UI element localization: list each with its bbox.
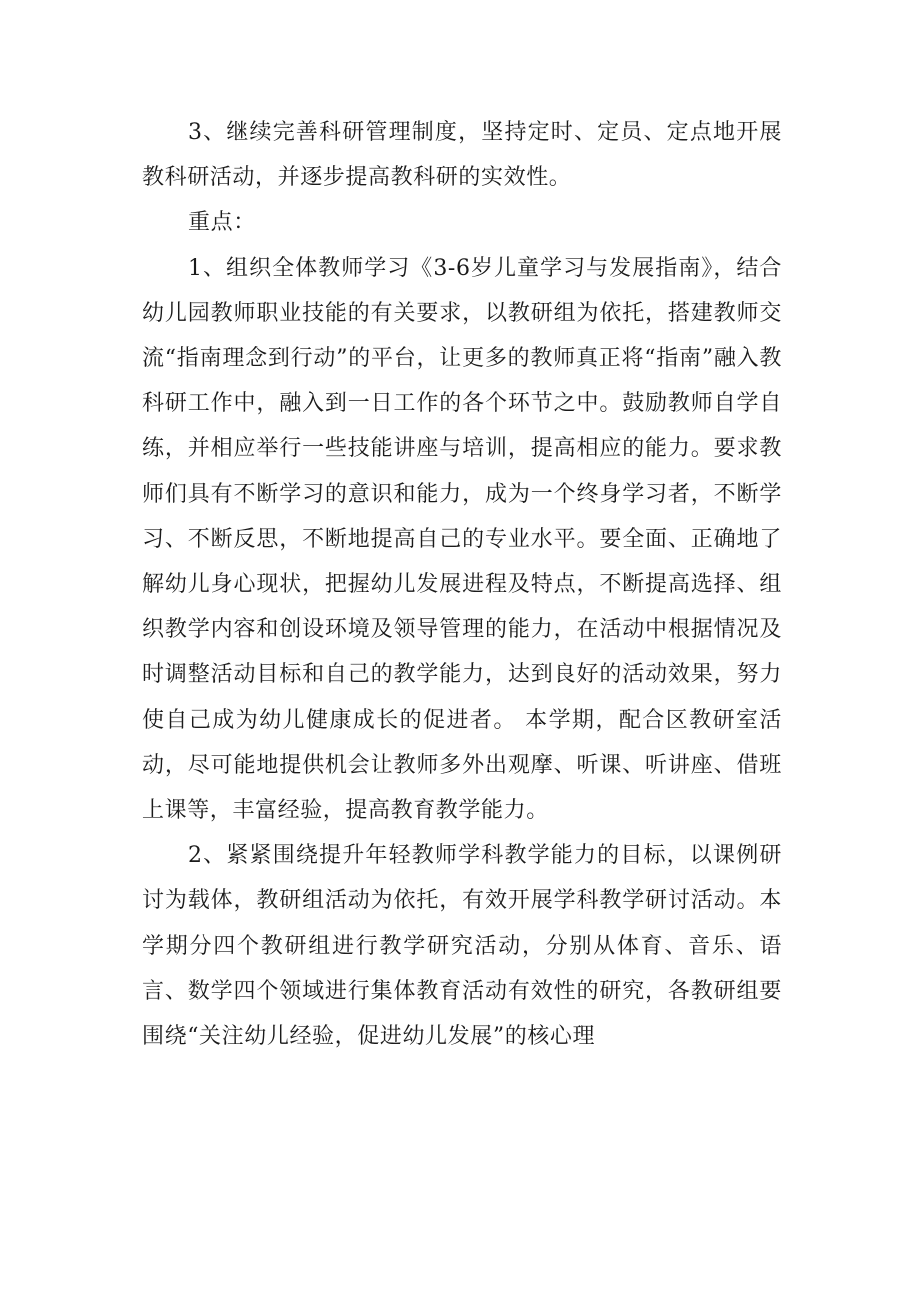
paragraph-point-1: 1、组织全体教师学习《3-6岁儿童学习与发展指南》，结合幼儿园教师职业技能的有关要求，以教研组为依托，搭建教师交流“指南理念到行动”的平台，让更多的教师真正将“指南”融入教科研工作中，融入到一日工作的各个环节之中。鼓励教师自学自练，并相应举行一些技能讲座与培训，提高相应的能力。要求教师们具有不断学习的意识和能力，成为一个终身学习者，不断学习、不断反思，不断地提高自己的专业水平。要全面、正确地了解幼儿身心现状，把握幼儿发展进程及特点，不断提高选择、组织教学内容和创设环境及领导管理的能力，在活动中根据情况及时调整活动目标和自己的教学能力，达到良好的活动效果，努力使自己成为幼儿健康成长的促进者。 本学期，配合区教研室活动，尽可能地提供机会让教师多外出观摩、听课、听讲座、借班上课等，丰富经验，提高教育教学能力。 — [142, 255, 782, 824]
paragraph-item-3: 3、继续完善科研管理制度，坚持定时、定员、定点地开展教科研活动，并逐步提高教科研的实效性。 — [142, 120, 782, 191]
paragraph-key-points-heading: 重点： — [188, 210, 256, 236]
document-body — [142, 110, 782, 1059]
paragraph-point-2: 2、紧紧围绕提升年轻教师学科教学能力的目标，以课例研讨为载体，教研组活动为依托，有效开展学科教学研讨活动。本学期分四个教研组进行教学研究活动，分别从体育、音乐、语言、数学四个领域进行集体教育活动有效性的研究，各教研组要围绕“关注幼儿经验，促进幼儿发展”的核心理 — [142, 843, 782, 1050]
